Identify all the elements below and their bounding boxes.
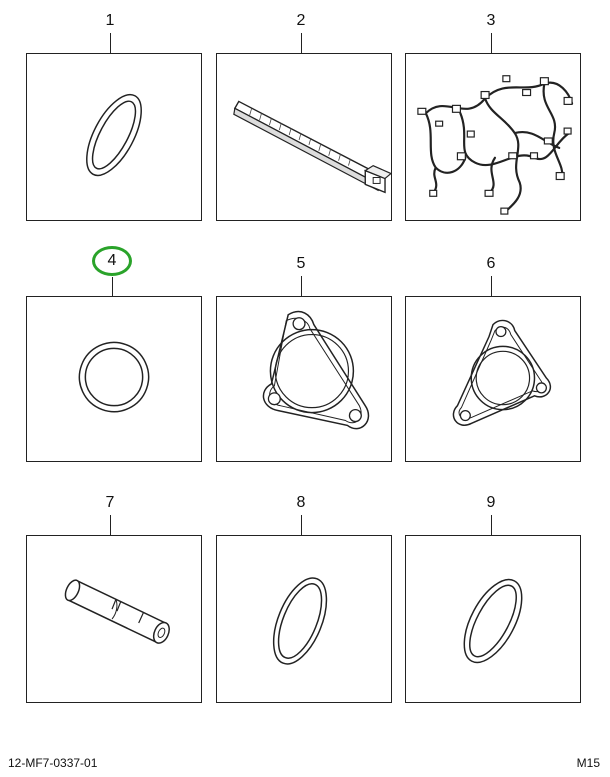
part-number-6[interactable]: 6 (486, 255, 496, 272)
part-number-1[interactable]: 1 (105, 12, 115, 29)
part-1-panel[interactable] (26, 53, 202, 221)
part-2-panel[interactable] (216, 53, 392, 221)
diagram-id: 12-MF7-0337-01 (8, 756, 98, 770)
o-ring-icon (27, 54, 201, 220)
part-8-panel[interactable] (216, 535, 392, 703)
leader-line-7 (110, 515, 111, 535)
part-number-3[interactable]: 3 (486, 12, 496, 29)
o-ring-icon (406, 536, 580, 702)
part-7-panel[interactable] (26, 535, 202, 703)
leader-line-2 (301, 33, 302, 53)
part-3-panel[interactable] (405, 53, 581, 221)
part-6-panel[interactable] (405, 296, 581, 462)
dowel-pin-icon (27, 536, 201, 702)
leader-line-9 (491, 515, 492, 535)
cable-tie-icon (217, 54, 391, 220)
leader-line-6 (491, 276, 492, 296)
leader-line-1 (110, 33, 111, 53)
leader-line-5 (301, 276, 302, 296)
part-number-4[interactable]: 4 (107, 252, 117, 269)
wiring-harness-icon (406, 54, 580, 220)
part-number-9[interactable]: 9 (486, 494, 496, 511)
part-number-2[interactable]: 2 (296, 12, 306, 29)
triangular-gasket-icon (406, 297, 580, 461)
page-code: M15 (576, 756, 600, 770)
ring-seal-icon (27, 297, 201, 461)
part-number-7[interactable]: 7 (105, 494, 115, 511)
part-number-5[interactable]: 5 (296, 255, 306, 272)
leader-line-3 (491, 33, 492, 53)
part-number-8[interactable]: 8 (296, 494, 306, 511)
leader-line-4 (112, 277, 113, 296)
part-4-panel[interactable] (26, 296, 202, 462)
triangular-gasket-icon (217, 297, 391, 461)
part-9-panel[interactable] (405, 535, 581, 703)
leader-line-8 (301, 515, 302, 535)
o-ring-icon (217, 536, 391, 702)
part-5-panel[interactable] (216, 296, 392, 462)
